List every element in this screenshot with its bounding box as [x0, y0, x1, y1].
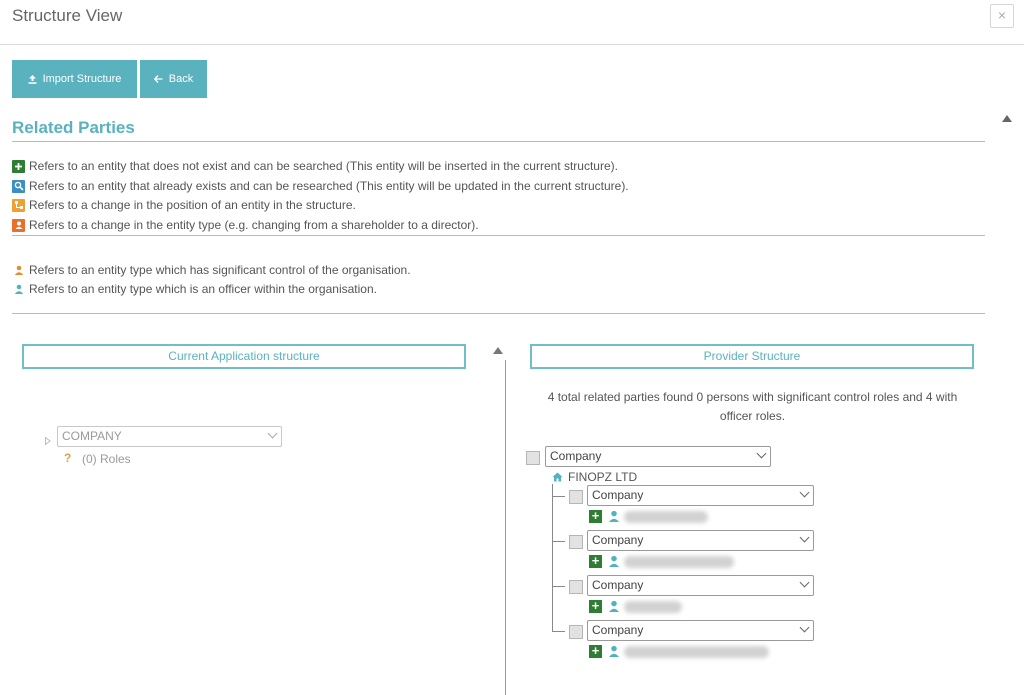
chevron-down-icon — [800, 533, 810, 543]
child-checkbox[interactable] — [569, 625, 583, 639]
splitter-arrow[interactable] — [493, 347, 503, 354]
legend-text: Refers to an entity that does not exist and can be searched (This entity will be inserted in the current structure). — [29, 159, 618, 173]
select-value: COMPANY — [62, 429, 122, 443]
add-entity-icon[interactable]: + — [589, 645, 602, 658]
person-officer-icon — [608, 510, 620, 522]
person-officer-icon — [608, 645, 620, 657]
tree-connector — [552, 631, 565, 632]
add-entity-icon[interactable]: + — [589, 510, 602, 523]
redacted-name — [624, 601, 682, 613]
add-entity-icon[interactable]: + — [589, 555, 602, 568]
section-title: Related Parties — [12, 118, 135, 137]
modal-header — [0, 0, 1024, 45]
tree-connector — [552, 586, 565, 587]
child-entity-type-select[interactable] — [587, 530, 814, 551]
tree-connector — [552, 484, 553, 631]
tree-connector — [552, 541, 565, 542]
back-button[interactable] — [140, 60, 207, 98]
chevron-down-icon — [800, 623, 810, 633]
root-checkbox[interactable] — [526, 451, 540, 465]
legend-item-type — [12, 218, 479, 232]
close-button[interactable]: × — [990, 4, 1014, 28]
back-label: Back — [168, 73, 194, 85]
chevron-down-icon — [800, 578, 810, 588]
root-entity-type-select[interactable] — [545, 446, 771, 467]
legend-item-new — [12, 159, 618, 173]
type-change-icon — [12, 219, 25, 232]
search-icon — [12, 180, 25, 193]
provider-structure-header: Provider Structure — [530, 344, 974, 369]
roles-count: (0) Roles — [82, 452, 131, 466]
arrow-left-icon — [154, 75, 163, 83]
provider-summary: 4 total related parties found 0 persons with significant control roles and 4 with officer roles. — [547, 390, 958, 423]
scroll-up-arrow[interactable] — [1002, 115, 1012, 122]
panel-splitter[interactable] — [505, 360, 506, 695]
select-value: Company — [592, 533, 644, 547]
child-checkbox[interactable] — [569, 535, 583, 549]
current-structure-header: Current Application structure — [22, 344, 466, 369]
legend-text: Refers to an entity type which is an officer within the organisation. — [29, 282, 377, 296]
modal-title: Structure View — [12, 6, 123, 25]
child-checkbox[interactable] — [569, 580, 583, 594]
divider — [12, 141, 985, 142]
person-officer-icon — [608, 600, 620, 612]
redacted-name — [624, 646, 769, 658]
home-icon — [552, 472, 563, 482]
divider — [12, 313, 985, 314]
legend-item-position — [12, 198, 356, 212]
chevron-down-icon — [757, 449, 767, 459]
child-checkbox[interactable] — [569, 490, 583, 504]
tree-connector — [552, 496, 565, 497]
legend-role-officer — [12, 282, 377, 296]
select-value: Company — [592, 488, 644, 502]
redacted-name — [624, 511, 708, 523]
select-value: Company — [592, 623, 644, 637]
person-officer-icon — [12, 283, 25, 296]
child-entity-type-select[interactable] — [587, 485, 814, 506]
legend-text: Refers to a change in the position of an entity in the structure. — [29, 198, 356, 212]
import-structure-button[interactable] — [12, 60, 137, 98]
current-entity-type-select[interactable] — [57, 426, 282, 447]
redacted-name — [624, 556, 734, 568]
chevron-down-icon — [268, 429, 278, 439]
child-entity-type-select[interactable] — [587, 575, 814, 596]
import-structure-label: Import Structure — [42, 73, 122, 85]
upload-icon — [28, 75, 37, 84]
legend-text: Refers to an entity that already exists and can be researched (This entity will be updated in the current structure). — [29, 179, 629, 193]
add-entity-icon[interactable]: + — [589, 600, 602, 613]
position-change-icon — [12, 199, 25, 212]
divider — [12, 235, 985, 236]
plus-icon — [12, 160, 25, 173]
legend-text: Refers to a change in the entity type (e.g. changing from a shareholder to a director). — [29, 218, 479, 232]
select-value: Company — [550, 449, 602, 463]
expand-caret-icon[interactable] — [45, 437, 51, 445]
question-icon: ? — [64, 451, 72, 465]
root-entity-name: FINOPZ LTD — [568, 470, 638, 484]
child-entity-type-select[interactable] — [587, 620, 814, 641]
legend-role-control — [12, 263, 411, 277]
person-officer-icon — [608, 555, 620, 567]
legend-item-existing — [12, 179, 629, 193]
legend-text: Refers to an entity type which has significant control of the organisation. — [29, 263, 411, 277]
select-value: Company — [592, 578, 644, 592]
person-control-icon — [12, 264, 25, 277]
chevron-down-icon — [800, 488, 810, 498]
